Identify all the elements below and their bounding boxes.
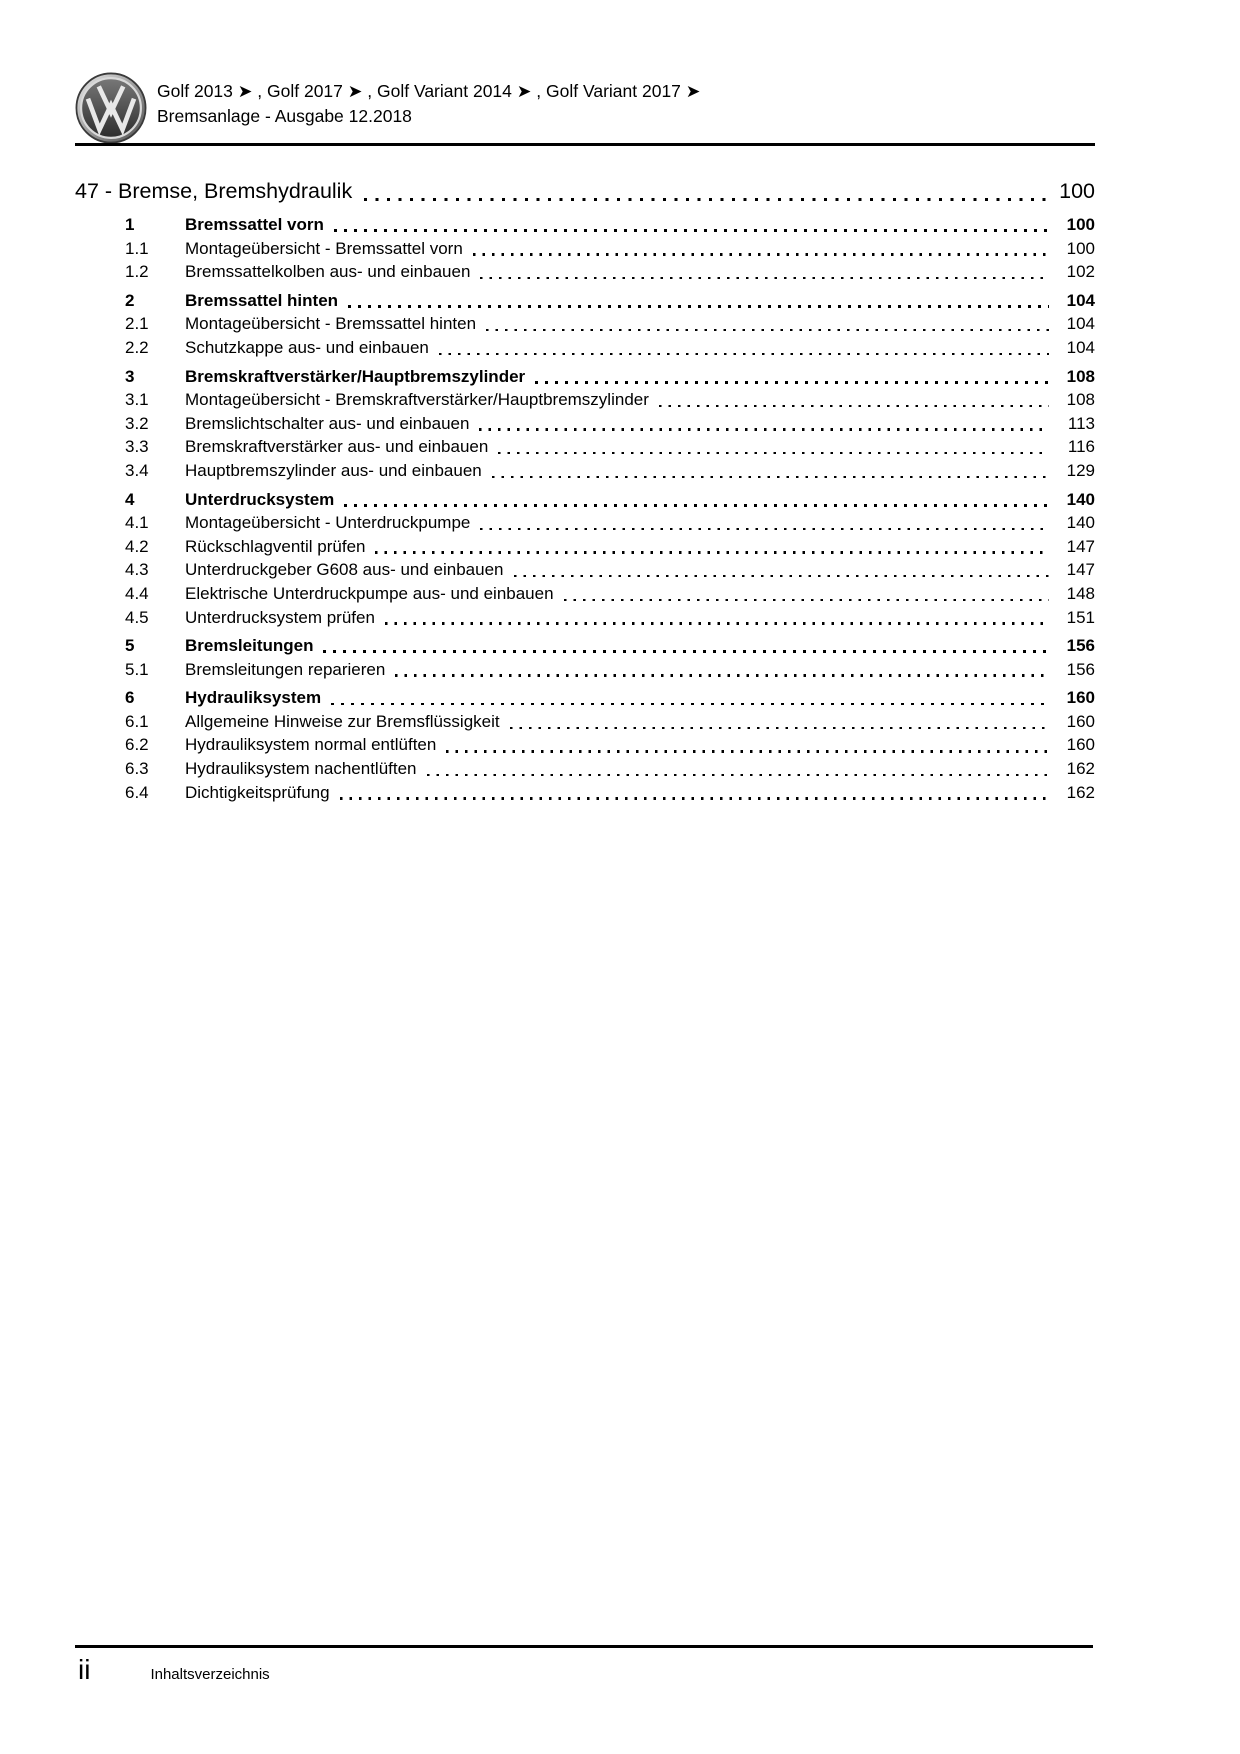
dot-leader [348, 305, 1049, 308]
toc-entry-row [75, 558, 1095, 582]
toc-entry-row [75, 511, 1095, 535]
dot-leader [492, 476, 1049, 478]
toc-entry-page-number: 147 [1066, 560, 1095, 580]
toc-entry-number: 5 [125, 636, 135, 656]
dot-leader [564, 599, 1049, 601]
toc-entry-number: 2.2 [125, 337, 149, 357]
toc-entry-title: Bremslichtschalter aus- und einbauen [185, 413, 470, 433]
toc-entry-page-number: 160 [1066, 688, 1095, 708]
toc-entry-number: 2 [125, 290, 135, 310]
toc-entry-page-number: 116 [1067, 437, 1095, 457]
toc-entry-number: 3.1 [125, 390, 149, 410]
toc-entry-number: 4 [125, 489, 135, 509]
toc-entry-page-number: 102 [1066, 262, 1095, 282]
dot-leader [446, 750, 1049, 752]
toc-entry-number: 4.5 [125, 607, 149, 627]
toc-entry-page-number: 104 [1066, 314, 1095, 334]
toc-entry-title: Bremssattel vorn [185, 215, 324, 234]
toc-entry-row [75, 260, 1095, 284]
toc-entry-row [75, 535, 1095, 559]
vw-logo-icon [75, 72, 147, 144]
dot-leader [510, 727, 1049, 729]
dot-leader [323, 650, 1049, 653]
dot-leader [439, 353, 1049, 355]
toc-entry-page-number: 104 [1066, 337, 1095, 357]
toc-entry-title: Montageübersicht - Bremssattel vorn [185, 238, 463, 258]
toc-entry-page-number: 148 [1066, 583, 1095, 603]
toc-entry-number: 4.4 [125, 583, 149, 603]
toc-entry-title: Bremskraftverstärker/Hauptbremszylinder [185, 366, 526, 386]
toc-entry-title: Allgemeine Hinweise zur Bremsflüssigkeit [185, 711, 500, 731]
toc-entry-page-number: 147 [1066, 536, 1095, 556]
dot-leader [479, 428, 1049, 430]
toc-entry-title: Bremsleitungen reparieren [185, 659, 386, 679]
page-footer [78, 1652, 270, 1688]
dot-leader [340, 797, 1049, 799]
table-of-contents [75, 176, 1095, 804]
toc-entry-title: Montageübersicht - Unterdruckpumpe [185, 513, 471, 533]
toc-entry-row [75, 733, 1095, 757]
toc-entry-row [75, 634, 1095, 658]
toc-entry-title: Unterdruckgeber G608 aus- und einbauen [185, 560, 504, 580]
toc-entry-list [75, 213, 1095, 804]
toc-entry-row [75, 336, 1095, 360]
dot-leader [331, 703, 1049, 706]
header-divider [75, 143, 1095, 146]
dot-leader [535, 381, 1049, 384]
toc-entry-page-number: 100 [1066, 238, 1095, 258]
dot-leader [480, 277, 1049, 279]
toc-entry-number: 6.3 [125, 759, 149, 779]
toc-entry-number: 1.2 [125, 262, 149, 282]
toc-entry-number: 4.1 [125, 513, 149, 533]
toc-entry-number: 3.4 [125, 460, 149, 480]
toc-entry-page-number: 151 [1066, 607, 1095, 627]
toc-entry-row [75, 710, 1095, 734]
toc-entry-page-number: 140 [1066, 513, 1095, 533]
toc-entry-number: 1.1 [125, 238, 149, 258]
toc-entry-page-number: 162 [1066, 782, 1095, 802]
dot-leader [486, 329, 1049, 331]
toc-entry-row [75, 757, 1095, 781]
toc-entry-number: 6 [125, 688, 135, 708]
toc-entry-row [75, 213, 1095, 237]
toc-chapter-title: 47 - Bremse, Bremshydraulik [75, 179, 353, 203]
toc-entry-number: 6.4 [125, 782, 149, 802]
toc-entry-number: 3.2 [125, 413, 149, 433]
toc-entry-title: Bremssattelkolben aus- und einbauen [185, 262, 471, 282]
toc-entry-page-number: 156 [1066, 659, 1095, 679]
dot-leader [334, 229, 1049, 232]
dot-leader [364, 198, 1047, 201]
toc-entry-number: 2.1 [125, 314, 149, 334]
toc-entry-page-number: 156 [1066, 636, 1095, 656]
toc-entry-number: 6.1 [125, 711, 149, 731]
toc-entry-row [75, 312, 1095, 336]
toc-entry-page-number: 162 [1066, 759, 1095, 779]
toc-entry-row [75, 237, 1095, 261]
toc-entry-page-number: 160 [1066, 711, 1095, 731]
toc-entry-title: Bremsleitungen [185, 636, 314, 656]
header-models-line: Golf 2013 ➤ , Golf 2017 ➤ , Golf Variant 2014 ➤ , Golf Variant 2017 ➤ [157, 81, 701, 101]
toc-entry-row [75, 582, 1095, 606]
toc-entry-title: Schutzkappe aus- und einbauen [185, 337, 429, 357]
dot-leader [659, 405, 1049, 407]
toc-entry-title: Hydrauliksystem nachentlüften [185, 759, 417, 779]
footer-section-label: Inhaltsverzeichnis [150, 1666, 270, 1683]
dot-leader [473, 253, 1049, 255]
toc-entry-row [75, 686, 1095, 710]
toc-entry-title: Bremskraftverstärker aus- und einbauen [185, 437, 489, 457]
toc-entry-title: Montageübersicht - Bremssattel hinten [185, 314, 477, 334]
dot-leader [480, 528, 1049, 530]
toc-entry-page-number: 100 [1066, 215, 1095, 234]
toc-entry-title: Montageübersicht - Bremskraftverstärker/Hauptbremszylinder [185, 390, 649, 410]
toc-entry-page-number: 104 [1066, 290, 1095, 310]
toc-entry-title: Rückschlagventil prüfen [185, 536, 366, 556]
toc-entry-page-number: 108 [1066, 366, 1095, 386]
toc-entry-number: 4.3 [125, 560, 149, 580]
toc-entry-title: Unterdrucksystem [185, 489, 335, 509]
toc-entry-title: Hydrauliksystem [185, 688, 322, 708]
toc-entry-row [75, 606, 1095, 630]
toc-entry-row [75, 365, 1095, 389]
toc-entry-title: Unterdrucksystem prüfen [185, 607, 375, 627]
toc-chapter-row [75, 176, 1095, 206]
toc-entry-row [75, 459, 1095, 483]
toc-entry-page-number: 160 [1066, 735, 1095, 755]
dot-leader [395, 674, 1049, 676]
toc-entry-row [75, 435, 1095, 459]
page-header [75, 70, 1095, 129]
dot-leader [385, 622, 1049, 624]
toc-entry-number: 3.3 [125, 437, 149, 457]
toc-entry-title: Bremssattel hinten [185, 290, 339, 310]
toc-entry-row [75, 488, 1095, 512]
toc-entry-number: 3 [125, 366, 135, 386]
toc-entry-title: Dichtigkeitsprüfung [185, 782, 330, 802]
toc-entry-row [75, 289, 1095, 313]
dot-leader [427, 774, 1049, 776]
toc-entry-page-number: 129 [1066, 460, 1095, 480]
toc-entry-title: Elektrische Unterdruckpumpe aus- und einbauen [185, 583, 554, 603]
toc-entry-row [75, 388, 1095, 412]
toc-entry-page-number: 113 [1067, 413, 1095, 433]
toc-chapter-page-number: 100 [1059, 179, 1095, 203]
toc-entry-title: Hydrauliksystem normal entlüften [185, 735, 437, 755]
header-subtitle: Bremsanlage - Ausgabe 12.2018 [157, 106, 412, 126]
toc-entry-page-number: 108 [1066, 390, 1095, 410]
footer-divider [75, 1645, 1093, 1648]
toc-entry-number: 4.2 [125, 536, 149, 556]
toc-entry-row [75, 658, 1095, 682]
toc-entry-number: 1 [125, 215, 135, 234]
footer-page-number: ii [78, 1654, 91, 1685]
toc-entry-row [75, 412, 1095, 436]
toc-entry-number: 6.2 [125, 735, 149, 755]
dot-leader [375, 551, 1049, 553]
dot-leader [498, 452, 1049, 454]
toc-entry-title: Hauptbremszylinder aus- und einbauen [185, 460, 482, 480]
toc-entry-page-number: 140 [1066, 489, 1095, 509]
toc-entry-row [75, 781, 1095, 805]
toc-entry-number: 5.1 [125, 659, 149, 679]
dot-leader [514, 575, 1050, 577]
dot-leader [344, 504, 1049, 507]
